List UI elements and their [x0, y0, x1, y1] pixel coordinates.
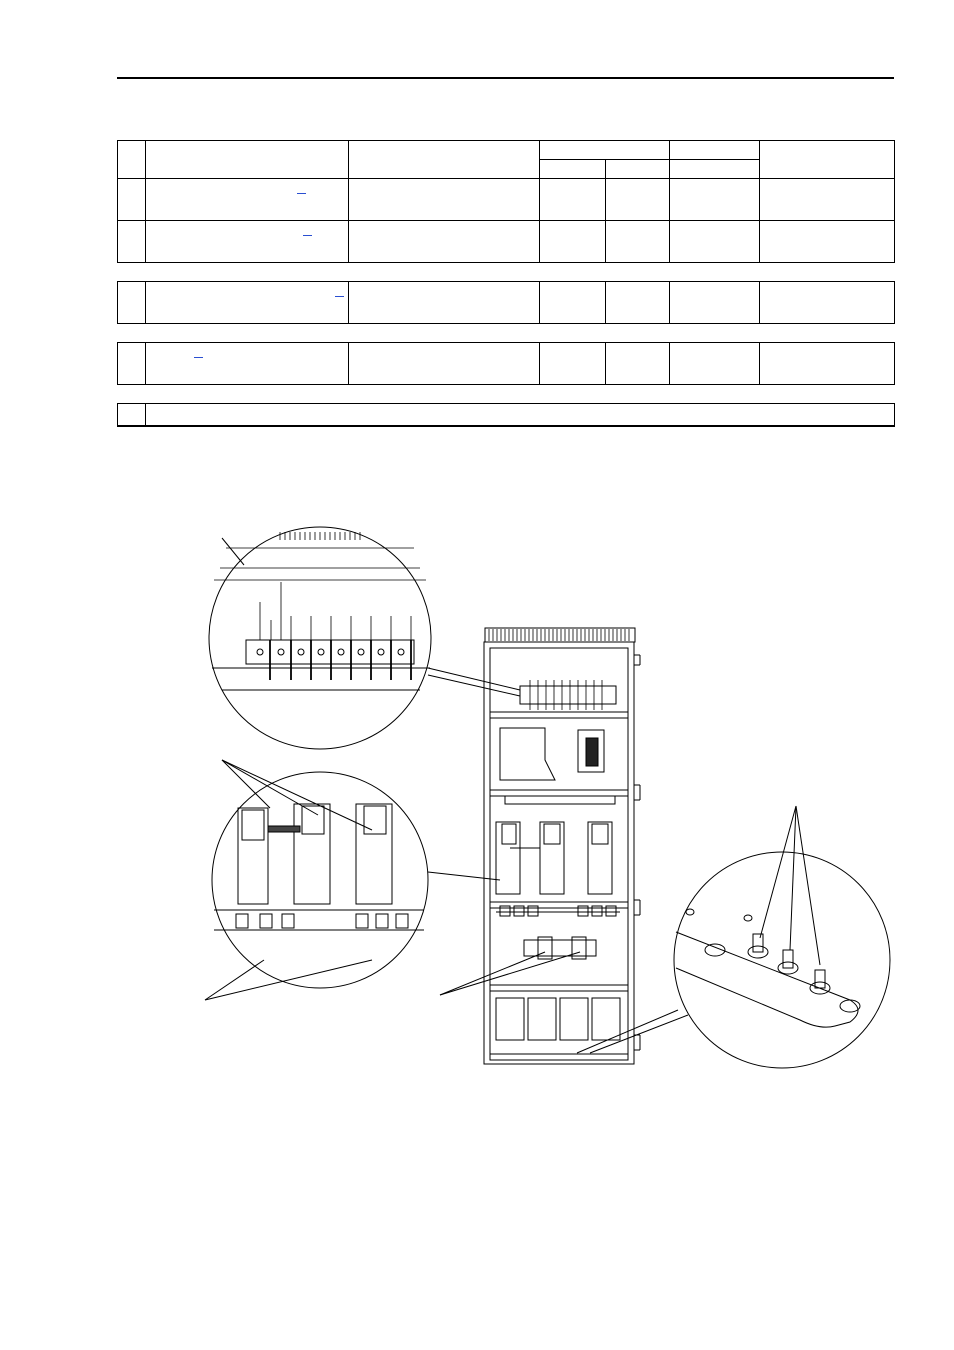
fuse-callout-line: [440, 952, 545, 995]
detail-busbars: [205, 760, 500, 1000]
cabinet-grille: [485, 628, 635, 642]
detail-terminal-block: [209, 527, 520, 749]
detail-ground-studs: [577, 806, 890, 1068]
fuse-callout-line: [440, 952, 580, 995]
